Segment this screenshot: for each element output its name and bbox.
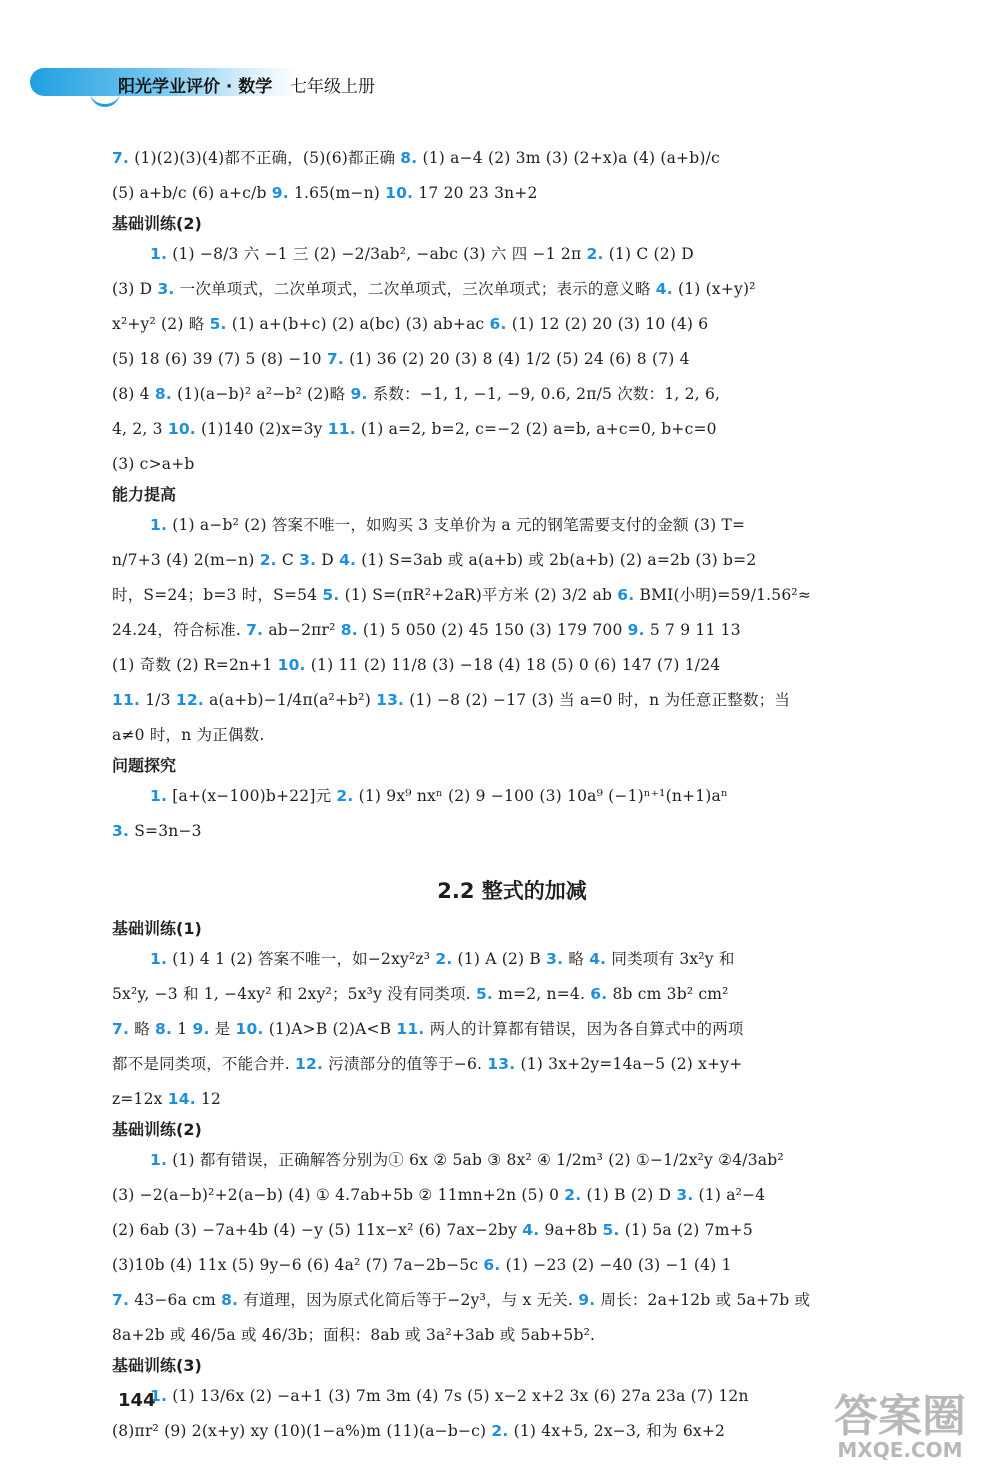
question-number: 13. [376, 691, 405, 709]
answer-text: 是 [209, 1020, 236, 1038]
answer-line [112, 620, 912, 640]
answer-text: (1) B (2) D [581, 1186, 677, 1204]
chapter-title: 2.2 整式的加减 [437, 879, 587, 903]
question-number: 3. [112, 822, 130, 840]
answer-text: 1.65(m−n) [288, 184, 386, 202]
question-number: 14. [167, 1090, 196, 1108]
answer-text: (1) 13/6x (2) −a+1 (3) 7m 3m (4) 7s (5) x−2 x+2 3x (6) 27a 23a (7) 12n [167, 1387, 749, 1405]
answer-text: 43−6a cm [129, 1291, 222, 1309]
section-heading: 问题探究 [112, 756, 177, 775]
answer-text: (3) −2(a−b)²+2(a−b) (4) ① 4.7ab+5b ② 11mn+2n (5) 0 [112, 1186, 565, 1204]
question-number: 10. [277, 656, 306, 674]
question-number: 9. [271, 184, 289, 202]
answer-text: n/7+3 (4) 2(m−n) [112, 551, 260, 569]
answer-line [112, 550, 912, 570]
answer-line [112, 384, 912, 404]
answer-text: (1)(a−b)² a²−b² (2)略 [171, 385, 351, 403]
question-number: 8. [340, 621, 358, 639]
answer-text: (1) A (2) B [452, 950, 547, 968]
answer-text: 略 [563, 950, 590, 968]
answer-text: 8b cm 3b² cm² [607, 985, 729, 1003]
question-number: 9. [192, 1020, 210, 1038]
question-number: 4. [655, 280, 673, 298]
question-number: 7. [112, 149, 130, 167]
answer-text: (1) S=(πR²+2aR)平方米 (2) 3/2 ab [339, 586, 618, 604]
answer-text: 略 [129, 1020, 156, 1038]
answer-text: S=3n−3 [129, 822, 202, 840]
answer-text: 5x²y, −3 和 1, −4xy² 和 2xy²；5x³y 没有同类项. [112, 985, 476, 1003]
answer-line [112, 821, 912, 841]
question-number: 1. [150, 245, 168, 263]
question-number: 8. [155, 1020, 173, 1038]
answer-text: (1) a=2, b=2, c=−2 (2) a=b, a+c=0, b+c=0 [355, 420, 717, 438]
question-number: 5. [602, 1221, 620, 1239]
answer-line [112, 148, 912, 168]
answer-text: (1) 3x+2y=14a−5 (2) x+y+ [515, 1055, 743, 1073]
answer-line [112, 1089, 912, 1109]
question-number: 11. [112, 691, 141, 709]
answer-line [112, 725, 912, 745]
question-number: 5. [322, 586, 340, 604]
question-number: 4. [522, 1221, 540, 1239]
answer-text: (1) a²−4 [693, 1186, 766, 1204]
answer-text: 一次单项式，二次单项式，二次单项式，三次单项式；表示的意义略 [174, 280, 656, 298]
question-number: 2. [491, 1422, 509, 1440]
answer-text: (1) −8/3 六 −1 三 (2) −2/3ab², −abc (3) 六 四 −1 2π [167, 245, 587, 263]
question-number: 6. [483, 1256, 501, 1274]
answer-line [112, 1150, 912, 1170]
answer-text: 污渍部分的值等于−6. [323, 1055, 488, 1073]
section-heading: 基础训练(2) [112, 1120, 202, 1139]
answer-text: 8a+2b 或 46/5a 或 46/3b；面积：8ab 或 3a²+3ab 或 5ab+5b². [112, 1326, 596, 1344]
question-number: 12. [175, 691, 204, 709]
question-number: 12. [294, 1055, 324, 1073]
answer-line [112, 1255, 912, 1275]
answer-text: (1) 5a (2) 7m+5 [619, 1221, 753, 1239]
answer-text: (1) 36 (2) 20 (3) 8 (4) 1/2 (5) 24 (6) 8 (7) 4 [343, 350, 690, 368]
answer-text: (1) 4 1 (2) 答案不唯一，如−2xy²z³ [167, 950, 436, 968]
answer-text: [a+(x−100)b+22]元 [167, 787, 337, 805]
question-number: 9. [578, 1291, 596, 1309]
answer-text: 9a+8b [539, 1221, 603, 1239]
answer-text: (3) c>a+b [112, 455, 195, 473]
answer-line [112, 515, 912, 535]
answer-text: (1) −8 (2) −17 (3) 当 a=0 时，n 为任意正整数；当 [404, 691, 791, 709]
answer-text: (1) S=3ab 或 a(a+b) 或 2b(a+b) (2) a=2b (3) b=2 [356, 551, 757, 569]
answer-text: 12 [195, 1090, 222, 1108]
answer-text: (1) 12 (2) 20 (3) 10 (4) 6 [506, 315, 709, 333]
question-number: 9. [350, 385, 368, 403]
question-number: 7. [246, 621, 264, 639]
answer-text: (1) a+(b+c) (2) a(bc) (3) ab+ac [226, 315, 490, 333]
banner-curl [90, 86, 120, 107]
answer-line [112, 1185, 912, 1205]
question-number: 3. [299, 551, 317, 569]
answer-line [112, 1220, 912, 1240]
question-number: 11. [396, 1020, 425, 1038]
answer-text: 4, 2, 3 [112, 420, 168, 438]
question-number: 8. [154, 385, 172, 403]
answer-text: (1) 5 050 (2) 45 150 (3) 179 700 [357, 621, 628, 639]
answer-text: (2) 6ab (3) −7a+4b (4) −y (5) 11x−x² (6) 7ax−2by [112, 1221, 523, 1239]
question-number: 1. [150, 787, 168, 805]
question-number: 6. [617, 586, 635, 604]
question-number: 5. [209, 315, 227, 333]
answer-text: (1) a−4 (2) 3m (3) (2+x)a (4) (a+b)/c [417, 149, 720, 167]
book-title: 阳光学业评价 · 数学 [118, 77, 273, 97]
question-number: 2. [336, 787, 354, 805]
grade-label: 七年级上册 [290, 77, 375, 97]
question-number: 3. [546, 950, 564, 968]
answer-text: (8)πr² (9) 2(x+y) xy (10)(1−a%)m (11)(a−b−c) [112, 1422, 492, 1440]
answer-text: (3) D [112, 280, 158, 298]
answer-text: x²+y² (2) 略 [112, 315, 210, 333]
answer-line [112, 349, 912, 369]
answer-text: (1) 11 (2) 11/8 (3) −18 (4) 18 (5) 0 (6) 147 (7) 1/24 [305, 656, 721, 674]
answer-line [112, 1325, 912, 1345]
answer-text: (5) a+b/c (6) a+c/b [112, 184, 272, 202]
answer-text: (1) C (2) D [603, 245, 694, 263]
section-heading: 基础训练(3) [112, 1356, 202, 1375]
answer-text: 两人的计算都有错误，因为各自算式中的两项 [424, 1020, 744, 1038]
answer-text: (3)10b (4) 11x (5) 9y−6 (6) 4a² (7) 7a−2b−5c [112, 1256, 484, 1274]
watermark-url: MXQE.COM [837, 1438, 963, 1462]
question-number: 1. [150, 1387, 168, 1405]
question-number: 10. [167, 420, 196, 438]
answer-text: ab−2πr² [263, 621, 341, 639]
answer-text: z=12x [112, 1090, 168, 1108]
question-number: 7. [112, 1291, 130, 1309]
answer-content [112, 148, 912, 1456]
question-number: 7. [326, 350, 344, 368]
answer-line [112, 314, 912, 334]
answer-text: 1 [172, 1020, 193, 1038]
answer-line [112, 1290, 912, 1310]
question-number: 2. [259, 551, 277, 569]
answer-text: (1) 9x⁹ nxⁿ (2) 9 −100 (3) 10a⁹ (−1)ⁿ⁺¹(n+1)aⁿ [353, 787, 728, 805]
question-number: 1. [150, 516, 168, 534]
question-number: 2. [435, 950, 453, 968]
answer-text: (1) 都有错误，正确解答分别为① 6x ② 5ab ③ 8x² ④ 1/2m³ (2) ①−1/2x²y ②4/3ab² [167, 1151, 784, 1169]
answer-line [112, 419, 912, 439]
answer-line [112, 244, 912, 264]
watermark-text: 答案圈 [834, 1391, 966, 1442]
answer-line [112, 949, 912, 969]
answer-text: 时，S=24；b=3 时，S=54 [112, 586, 323, 604]
section-heading: 基础训练(1) [112, 919, 202, 938]
answer-text: 有道理，因为原式化简后等于−2y³，与 x 无关. [238, 1291, 579, 1309]
answer-text: (1)(2)(3)(4)都不正确，(5)(6)都正确 [129, 149, 401, 167]
answer-line [112, 1019, 912, 1039]
section-heading: 能力提高 [112, 485, 177, 504]
question-number: 2. [564, 1186, 582, 1204]
header-banner [0, 58, 375, 110]
answer-text: a(a+b)−1/4π(a²+b²) [203, 691, 377, 709]
question-number: 4. [589, 950, 607, 968]
question-number: 8. [400, 149, 418, 167]
answer-line [112, 279, 912, 299]
answer-text: C [276, 551, 300, 569]
answer-text: a≠0 时，n 为正偶数. [112, 726, 265, 744]
question-number: 7. [112, 1020, 130, 1038]
answer-text: 都不是同类项，不能合并. [112, 1055, 295, 1073]
answer-line [112, 454, 912, 474]
question-number: 10. [385, 184, 414, 202]
answer-line [112, 585, 912, 605]
question-number: 13. [487, 1055, 516, 1073]
answer-text: 周长：2a+12b 或 5a+7b 或 [595, 1291, 811, 1309]
answer-text: (1)A>B (2)A<B [263, 1020, 397, 1038]
answer-text: (1)140 (2)x=3y [195, 420, 328, 438]
answer-text: 5 7 9 11 13 [644, 621, 741, 639]
watermark-logo [810, 1380, 990, 1460]
question-number: 10. [235, 1020, 264, 1038]
page-number: 144 [118, 1390, 156, 1411]
question-number: 9. [627, 621, 645, 639]
answer-text: (1) 4x+5, 2x−3, 和为 6x+2 [508, 1422, 726, 1440]
question-number: 2. [586, 245, 604, 263]
answer-line [112, 183, 912, 203]
section-heading: 基础训练(2) [112, 214, 202, 233]
answer-text: 系数：−1, 1, −1, −9, 0.6, 2π/5 次数：1, 2, 6, [367, 385, 721, 403]
answer-line [112, 690, 912, 710]
answer-text: (8) 4 [112, 385, 155, 403]
question-number: 1. [150, 1151, 168, 1169]
answer-line [112, 1054, 912, 1074]
question-number: 5. [475, 985, 494, 1003]
question-number: 4. [339, 551, 357, 569]
answer-line [112, 786, 912, 806]
answer-text: (1) (x+y)² [672, 280, 756, 298]
answer-text: 17 20 23 3n+2 [413, 184, 538, 202]
question-number: 8. [221, 1291, 239, 1309]
answer-text: (1) −23 (2) −40 (3) −1 (4) 1 [500, 1256, 732, 1274]
question-number: 1. [150, 950, 168, 968]
answer-text: (5) 18 (6) 39 (7) 5 (8) −10 [112, 350, 327, 368]
answer-line [112, 655, 912, 675]
question-number: 11. [327, 420, 356, 438]
answer-line [112, 1421, 912, 1441]
answer-text: 24.24，符合标准. [112, 621, 247, 639]
answer-text: (1) a−b² (2) 答案不唯一，如购买 3 支单价为 a 元的钢笔需要支付的金额 (3) T= [167, 516, 746, 534]
answer-line [112, 1386, 912, 1406]
answer-text: m=2, n=4. [493, 985, 591, 1003]
answer-line [112, 984, 912, 1004]
question-number: 3. [157, 280, 175, 298]
question-number: 6. [489, 315, 507, 333]
answer-text: 1/3 [140, 691, 176, 709]
question-number: 3. [676, 1186, 694, 1204]
answer-text: D [316, 551, 340, 569]
answer-text: 同类项有 3x²y 和 [606, 950, 735, 968]
answer-text: BMI(小明)=59/1.56²≈ [634, 586, 812, 604]
question-number: 6. [590, 985, 608, 1003]
answer-text: (1) 奇数 (2) R=2n+1 [112, 656, 278, 674]
